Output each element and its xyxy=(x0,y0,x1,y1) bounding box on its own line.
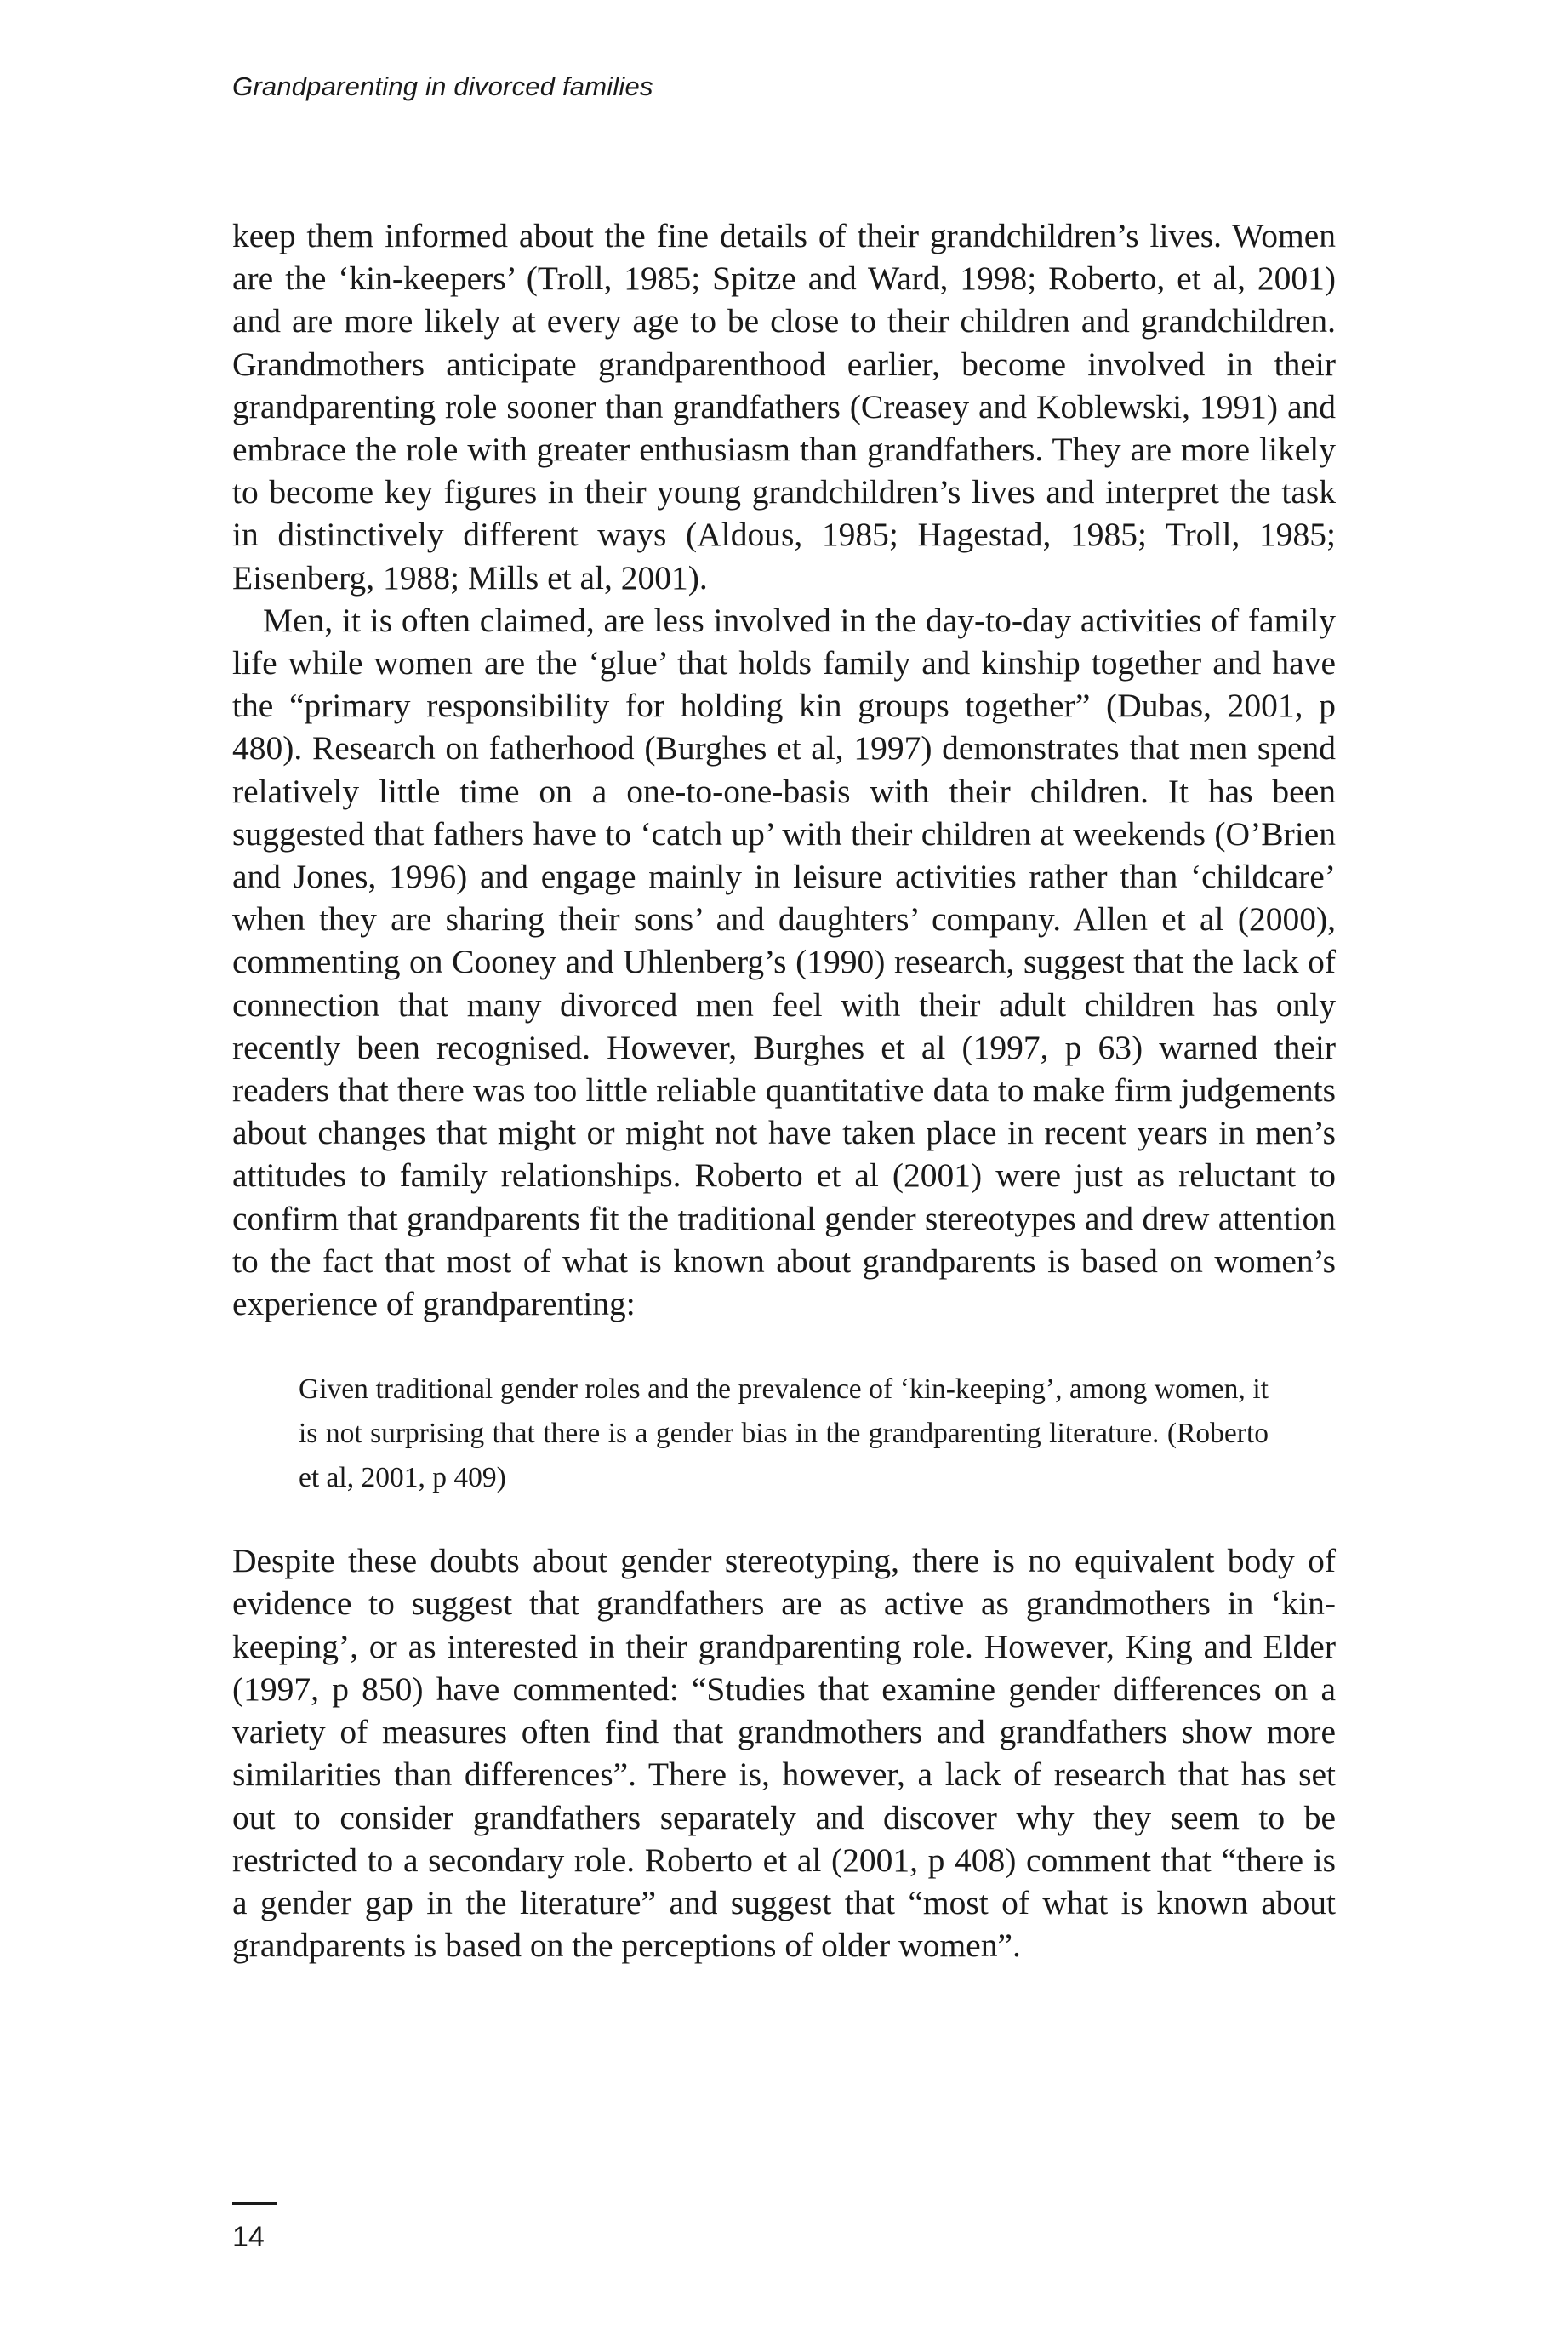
footer-rule xyxy=(232,2202,277,2205)
body-text xyxy=(232,214,1336,1967)
block-quote: Given traditional gender roles and the prevalence of ‘kin-keeping’, among women, it is not surprising that there is a gender bias in the grandparenting literature. (Roberto et al, 2001, p 409) xyxy=(299,1373,1269,1494)
running-header: Grandparenting in divorced families xyxy=(232,71,653,101)
paragraph-gender-stereotyping: Despite these doubts about gender stereotyping, there is no equivalent body of evidence to suggest that grandfathers are as active as grandmothers in ‘kin-keeping’, or as interested in their grandparenting role. However, King and Elder (1997, p 850) have commented: “Studies that examine gender differences on a variety of measures often find that grandmothers and grandfathers show more similarities than differences”. There is, however, a lack of research that has set out to consider grandfathers separately and discover why they seem to be restricted to a secondary role. Roberto et al (2001, p 408) comment that “there is a gender gap in the literature” and suggest that “most of what is known about grandparents is based on the perceptions of older women”. xyxy=(232,1542,1336,1965)
paragraph-continuation: keep them informed about the fine details of their grandchildren’s lives. Women are the ‘kin-keepers’ (Troll, 1985; Spitze and Ward, 1998; Roberto, et al, 2001) and are more likely at every age to be close to their children and grandchildren. Grandmothers anticipate grandparenthood earlier, become involved in their grandparenting role sooner than grandfathers (Creasey and Koblewski, 1991) and embrace the role with greater enthusiasm than grandfathers. They are more likely to become key figures in their young grandchildren’s lives and interpret the task in distinctively different ways (Aldous, 1985; Hagestad, 1985; Troll, 1985; Eisenberg, 1988; Mills et al, 2001). xyxy=(232,217,1336,597)
page-number: 14 xyxy=(232,2221,265,2253)
paragraph-men-involvement: Men, it is often claimed, are less involved in the day-to-day activities of family life while women are the ‘glue’ that holds family and kinship together and have the “primary responsibility for holding kin groups together” (Dubas, 2001, p 480). Research on fatherhood (Burghes et al, 1997) demonstrates that men spend relatively little time on a one-to-one-basis with their children. It has been suggested that fathers have to ‘catch up’ with their children at weekends (O’Brien and Jones, 1996) and engage mainly in leisure activities rather than ‘childcare’ when they are sharing their sons’ and daughters’ company. Allen et al (2000), commenting on Cooney and Uhlenberg’s (1990) research, suggest that the lack of connection that many divorced men feel with their adult children has only recently been recognised. However, Burghes et al (1997, p 63) warned their readers that there was too little reliable quantitative data to make firm judgements about changes that might or might not have taken place in recent years in men’s attitudes to family relationships. Roberto et al (2001) were just as reluctant to confirm that grandparents fit the traditional gender stereotypes and drew attention to the fact that most of what is known about grandparents is based on women’s experience of grandparenting: xyxy=(232,601,1336,1323)
